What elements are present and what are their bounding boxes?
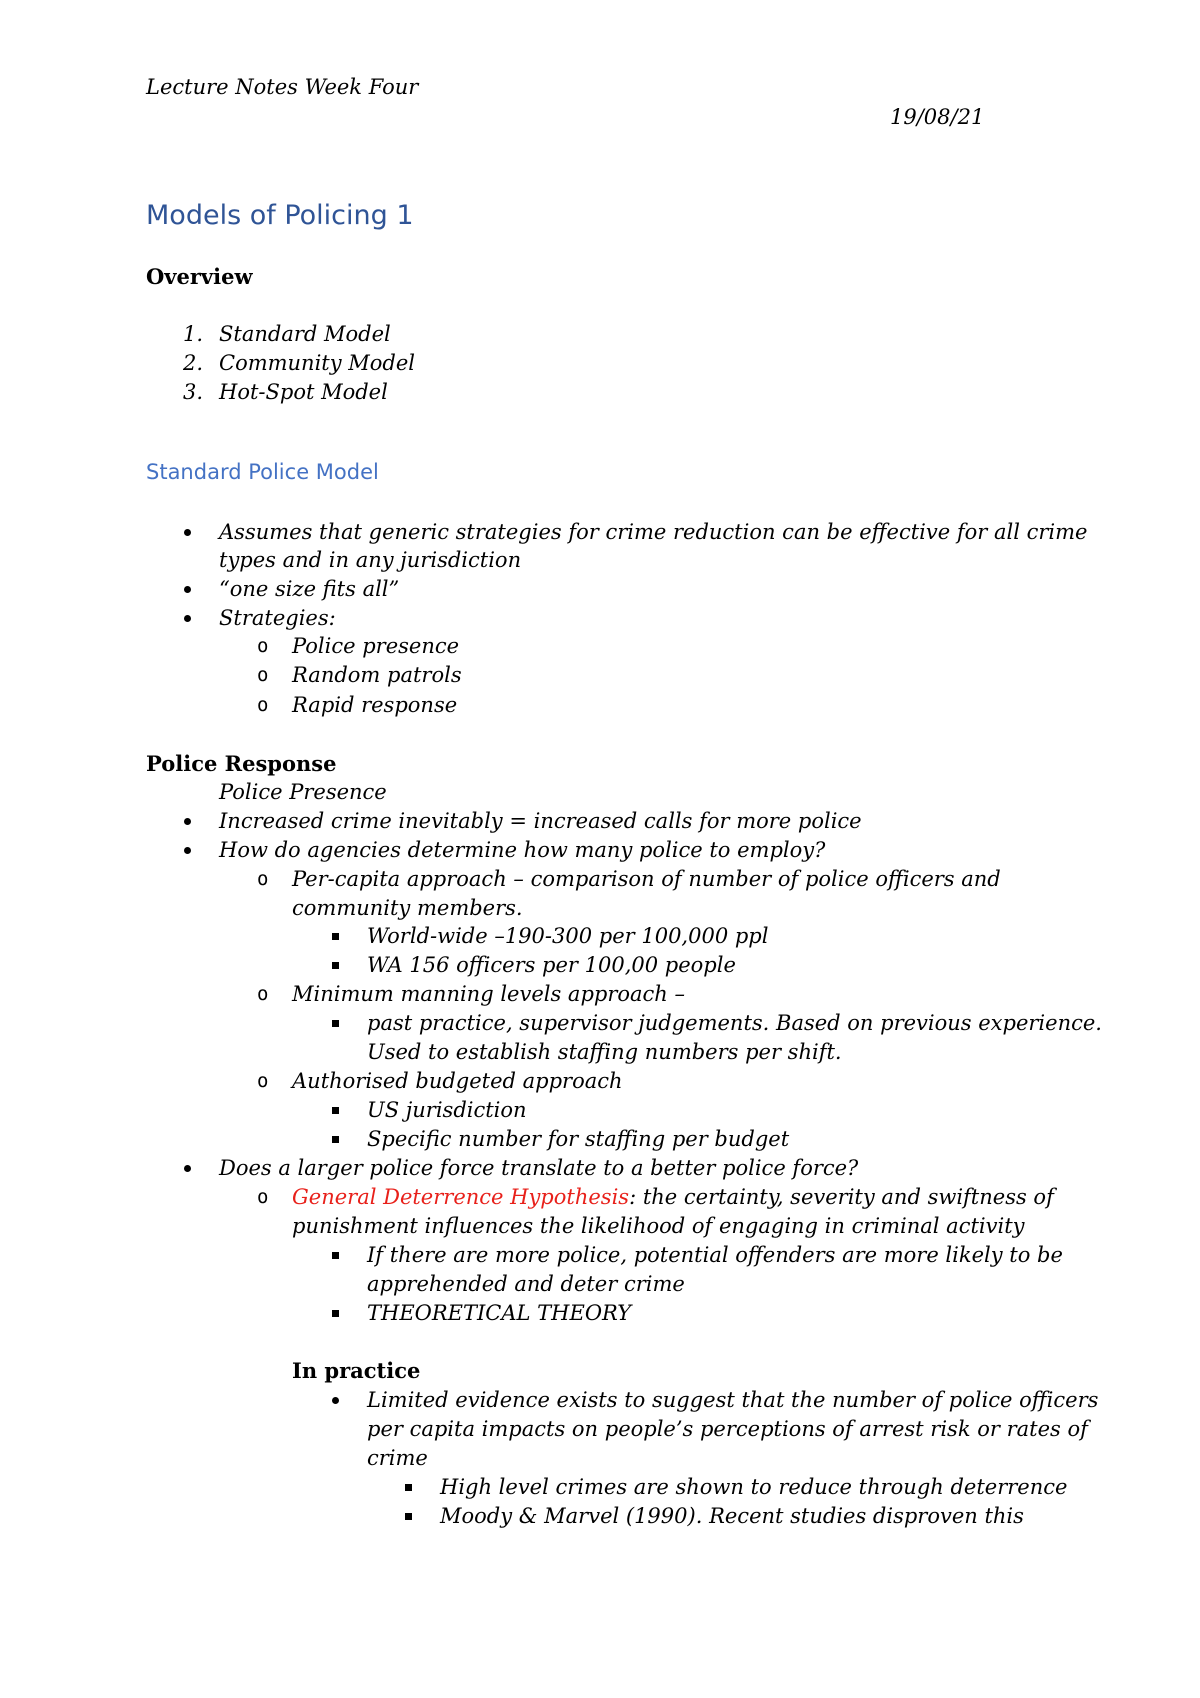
sub-bullet-item: o Authorised budgeted approach xyxy=(292,1067,623,1095)
sub-sub-bullet-item: past practice, supervisor judgements. Based on previous experience. xyxy=(367,1011,1102,1035)
bullet-item: Limited evidence exists to suggest that the number of police officers xyxy=(367,1388,1099,1412)
overview-item xyxy=(183,320,391,348)
list-number: 3. xyxy=(183,380,204,404)
gdh-definition: : the certainty, severity and swiftness of xyxy=(629,1185,1054,1209)
overview-item-label: Community Model xyxy=(219,351,416,375)
bullet-item: Increased crime inevitably = increased calls for more police xyxy=(219,809,862,833)
sub-bullet-continuation: punishment influences the likelihood of engaging in criminal activity xyxy=(292,1214,1025,1238)
list-number: 2. xyxy=(183,351,204,375)
sub-bullet-item-gdh xyxy=(292,1183,1054,1211)
sub-sub-bullet-item: US jurisdiction xyxy=(367,1098,527,1122)
sub-sub-bullet-item: WA 156 officers per 100,00 people xyxy=(367,953,736,977)
header-title: Lecture Notes Week Four xyxy=(146,75,419,99)
sub-bullet-item: o Minimum manning levels approach – xyxy=(292,980,685,1008)
sub-sub-bullet-item: Specific number for staffing per budget xyxy=(367,1127,790,1151)
section-heading-police-response: Police Response xyxy=(146,751,337,776)
bullet-item: Assumes that generic strategies for crime reduction can be effective for all crime xyxy=(219,520,1088,544)
overview-heading: Overview xyxy=(146,264,253,289)
sub-bullet-continuation: community members. xyxy=(292,896,523,920)
sub-bullet-item: Moody & Marvel (1990). Recent studies disproven this xyxy=(440,1504,1024,1528)
sub-sub-bullet-item: THEORETICAL THEORY xyxy=(367,1301,632,1325)
header-date: 19/08/21 xyxy=(890,105,985,129)
list-number: 1. xyxy=(183,322,204,346)
sub-bullet-item: o Random patrols xyxy=(292,661,462,689)
bullet-item: Strategies: xyxy=(219,606,336,630)
sub-sub-bullet-continuation: apprehended and deter crime xyxy=(367,1272,685,1296)
sub-bullet-item: o Per-capita approach – comparison of number of police officers and xyxy=(292,865,1001,893)
sub-sub-bullet-item: World-wide –190-300 per 100,000 ppl xyxy=(367,924,769,948)
page-title: Models of Policing 1 xyxy=(146,200,414,231)
overview-item xyxy=(183,349,416,377)
section-heading-standard-model: Standard Police Model xyxy=(146,460,379,484)
section-heading-in-practice: In practice xyxy=(292,1358,421,1383)
sub-sub-bullet-item: If there are more police, potential offenders are more likely to be xyxy=(367,1243,1063,1267)
bullet-item-continuation: types and in any jurisdiction xyxy=(219,548,522,572)
sub-bullet-item: High level crimes are shown to reduce through deterrence xyxy=(440,1475,1068,1499)
overview-item xyxy=(183,378,388,406)
bullet-item-continuation: per capita impacts on people’s perceptions of arrest risk or rates of xyxy=(367,1417,1088,1441)
sub-bullet-item: o Police presence xyxy=(292,632,459,660)
bullet-item-continuation: crime xyxy=(367,1446,428,1470)
gdh-term: General Deterrence Hypothesis xyxy=(292,1185,630,1209)
overview-item-label: Standard Model xyxy=(219,322,391,346)
bullet-item: Does a larger police force translate to a better police force? xyxy=(219,1156,859,1180)
bullet-item: “one size fits all” xyxy=(219,577,400,601)
subheading-police-presence: Police Presence xyxy=(219,780,387,804)
sub-bullet-item: o Rapid response xyxy=(292,691,457,719)
overview-item-label: Hot-Spot Model xyxy=(219,380,388,404)
sub-sub-bullet-continuation: Used to establish staffing numbers per shift. xyxy=(367,1040,842,1064)
bullet-item: How do agencies determine how many police to employ? xyxy=(219,838,826,862)
